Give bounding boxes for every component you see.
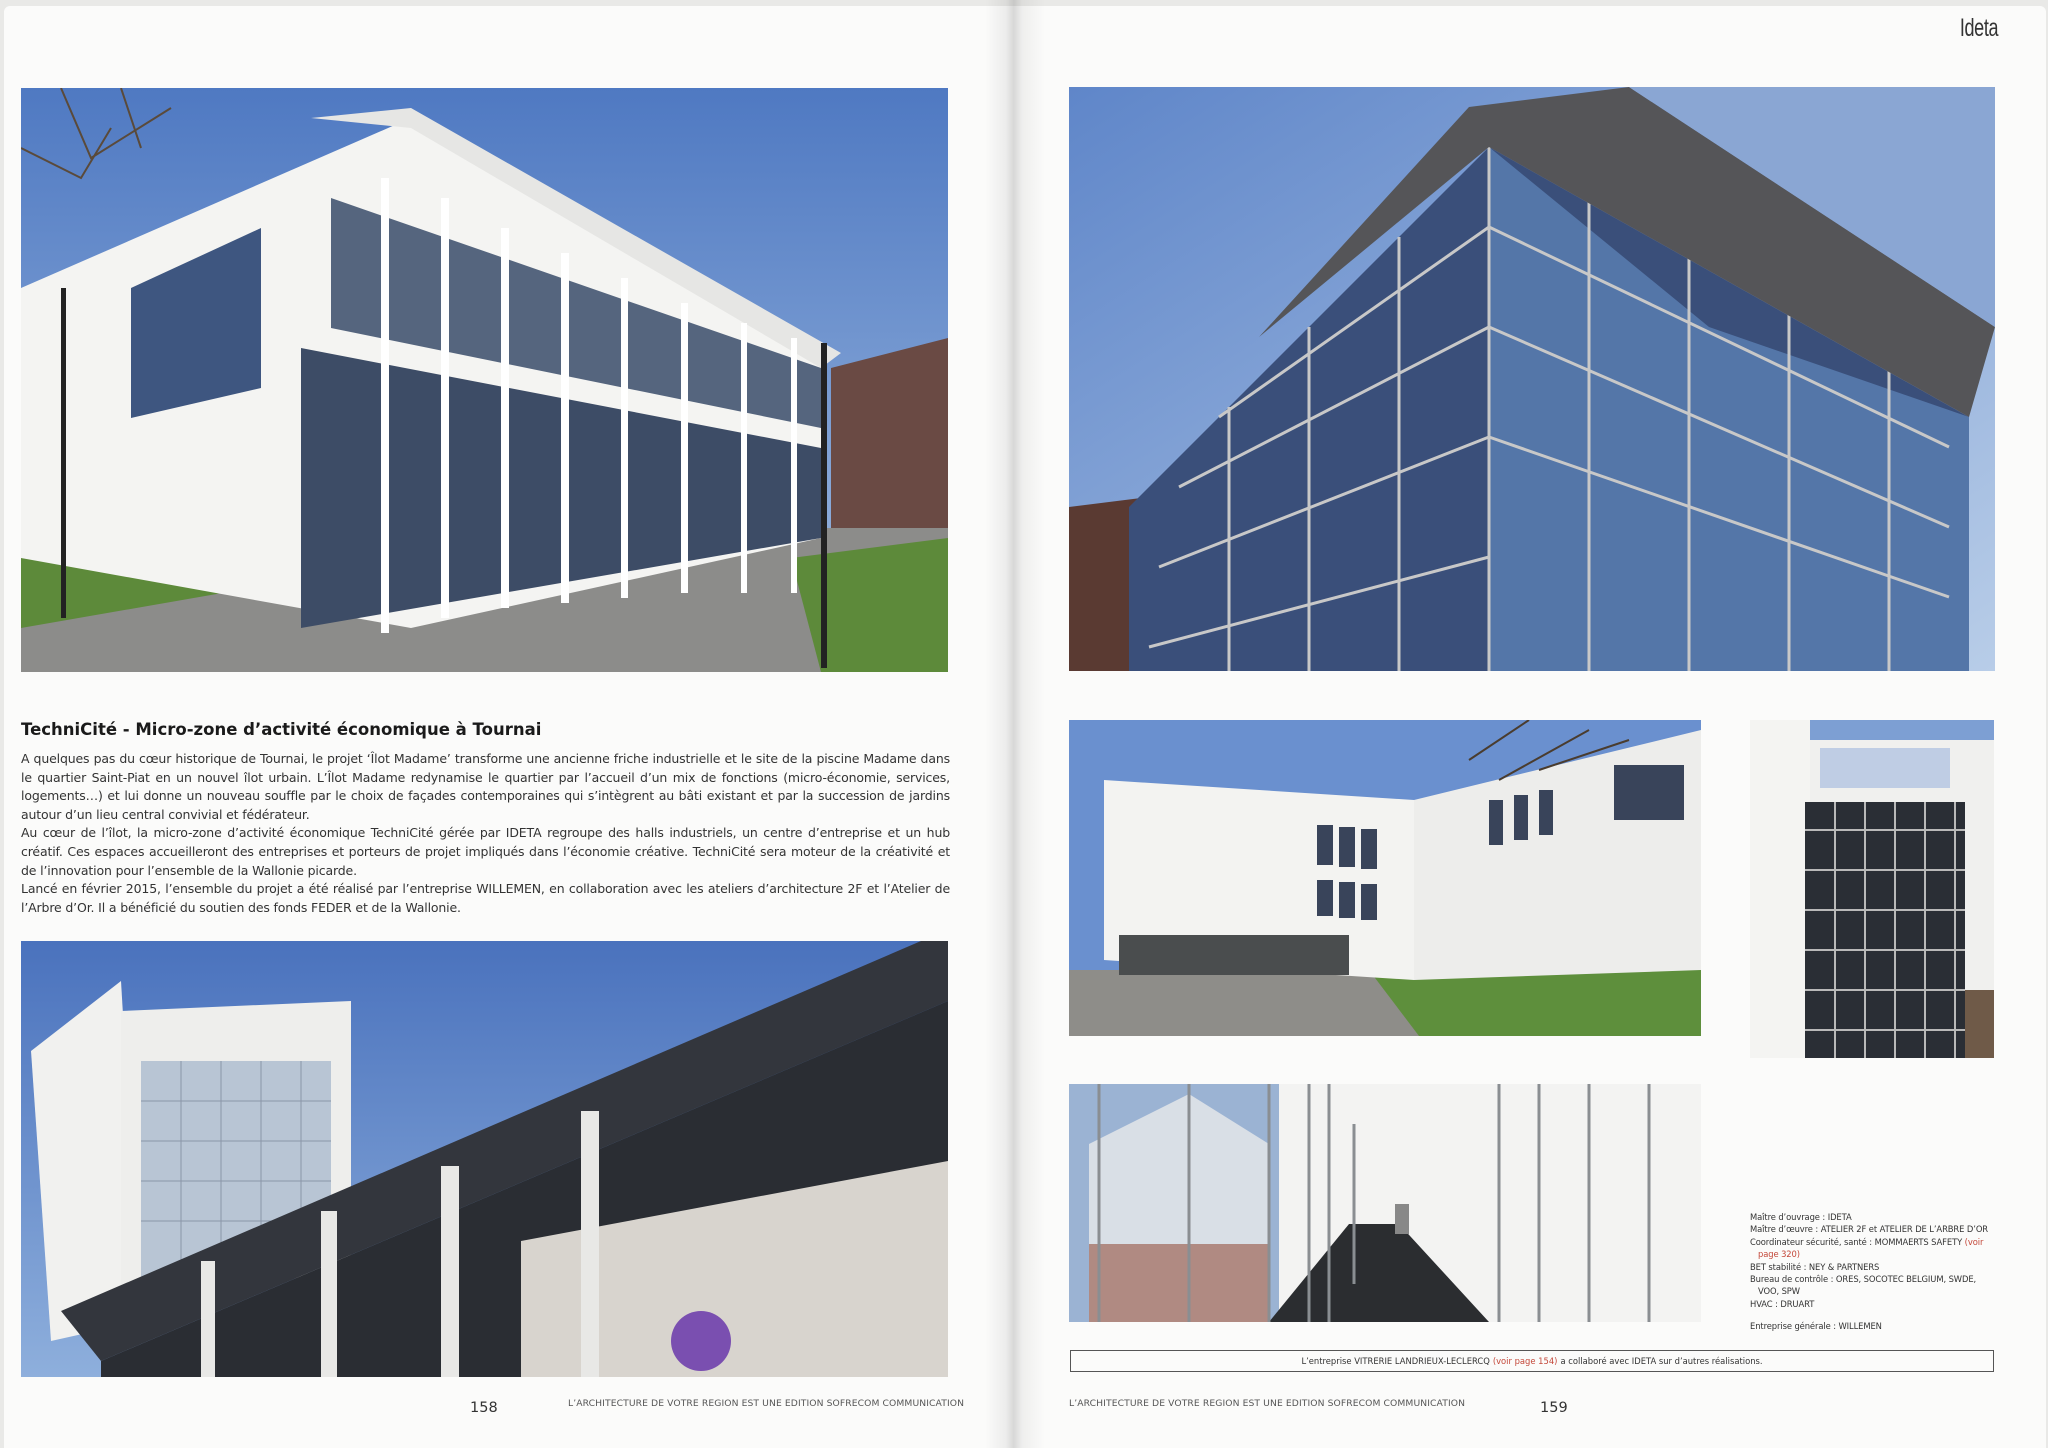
partner-note-before: L’entreprise VITRERIE LANDRIEUX-LECLERCQ — [1301, 1356, 1490, 1366]
project-credits — [1750, 1211, 2010, 1333]
photo-technicite-exterior-colonnade — [21, 88, 948, 672]
credit-maitre-ouvrage: Maître d’ouvrage : IDETA — [1750, 1212, 1852, 1222]
credit-bet: BET stabilité : NEY & PARTNERS — [1750, 1261, 1880, 1272]
partner-note-link[interactable]: (voir page 154) — [1492, 1356, 1558, 1366]
credit-spacer — [1750, 1310, 2010, 1320]
partner-note-box — [1070, 1350, 1994, 1372]
footer-text-right: L’ARCHITECTURE DE VOTRE REGION EST UNE EDITION SOFRECOM COMMUNICATION — [1069, 1398, 1466, 1409]
article-paragraph: A quelques pas du cœur historique de Tournai, le projet ‘Îlot Madame’ transforme une ancienne friche industrielle et le site de la piscine Madame dans le quartier Saint-Piat en un nouvel îlot urbain. L’Îlot Madame redynamise le quartier par l’accueil d’un mix de fonctions (micro-économie, services, logements…) et lui donne un nouveau souffle par le choix de façades contemporaines qui s’intègrent au bâti existant et par la succession de jardins autour d’un lieu central convivial et fédérateur. — [21, 751, 950, 822]
partner-note-after: a collaboré avec IDETA sur d’autres réalisations. — [1560, 1356, 1763, 1366]
header-brand: Ideta — [1959, 14, 1998, 42]
credit-coordinateur — [1750, 1236, 2010, 1248]
footer-text-left: L’ARCHITECTURE DE VOTRE REGION EST UNE EDITION SOFRECOM COMMUNICATION — [568, 1398, 965, 1409]
credit-coordinateur-label: Coordinateur sécurité, santé : MOMMAERTS SAFETY — [1750, 1236, 1963, 1247]
photo-technicite-canopy-tower — [21, 941, 948, 1377]
article-title: TechniCité - Micro-zone d’activité économique à Tournai — [21, 720, 542, 739]
photo-glass-corridor-interior — [1069, 1084, 1701, 1322]
credit-maitre-oeuvre: Maître d’œuvre : ATELIER 2F et ATELIER DE L’ARBRE D’OR — [1750, 1224, 1989, 1235]
photo-white-buildings-courtyard — [1069, 720, 1701, 1036]
credit-hvac: HVAC : DRUART — [1750, 1298, 1815, 1309]
credit-bureau: Bureau de contrôle : ORES, SOCOTEC BELGIUM, SWDE, — [1750, 1274, 1977, 1285]
credit-coordinateur-link[interactable]: (voir — [1964, 1236, 1984, 1247]
credit-coordinateur-link-page[interactable]: page 320) — [1758, 1249, 1800, 1260]
credit-entreprise: Entreprise générale : WILLEMEN — [1750, 1321, 1882, 1332]
page-number-right: 159 — [1540, 1400, 1568, 1416]
credit-bureau-cont: VOO, SPW — [1758, 1286, 1800, 1297]
photo-glass-facade-corner — [1069, 87, 1995, 671]
article-paragraph: Lancé en février 2015, l’ensemble du projet a été réalisé par l’entreprise WILLEMEN, en collaboration avec les ateliers d’architecture 2F et l’Atelier de l’Arbre d’Or. Il a bénéficié du soutien des fonds FEDER et de la Wallonie. — [21, 881, 950, 915]
photo-glass-block-tower — [1750, 720, 1994, 1058]
article-body — [21, 750, 950, 917]
article-paragraph: Au cœur de l’îlot, la micro-zone d’activité économique TechniCité gérée par IDETA regroupe des halls industriels, un centre d’entreprise et un hub créatif. Ces espaces accueilleront des entreprises et porteurs de projet impliqués dans l’économie créative. TechniCité sera moteur de la créativité et de l’innovation pour l’ensemble de la Wallonie picarde. — [21, 825, 950, 878]
page-number-left: 158 — [470, 1400, 498, 1416]
